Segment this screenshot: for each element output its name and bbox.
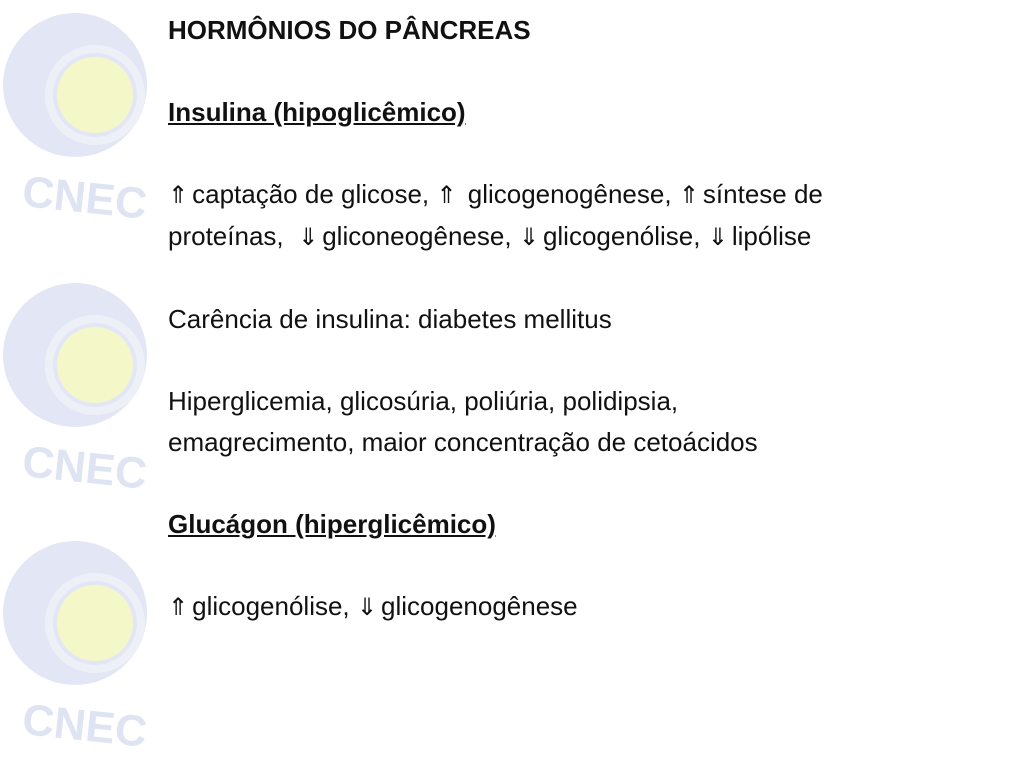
spacer <box>168 133 968 174</box>
effect-text: glicogenogênese <box>381 591 578 621</box>
insulin-effects-line-2 <box>168 216 968 258</box>
effect-text: síntese de <box>702 179 823 209</box>
effect-text: glicogenólise, <box>192 591 350 621</box>
spacer <box>168 545 968 586</box>
cnec-logo-1 <box>0 0 160 240</box>
cnec-logo-text: CNEC <box>20 437 150 499</box>
up-arrow-icon: ⇑ <box>168 593 189 621</box>
slide-content <box>168 10 968 628</box>
symptoms-line-1: Hiperglicemia, glicosúria, poliúria, polidipsia, <box>168 386 679 416</box>
effect-text: lipólise <box>731 221 812 251</box>
down-arrow-icon: ⇓ <box>356 593 378 621</box>
effect-text: proteínas, <box>168 221 284 251</box>
slide-title: HORMÔNIOS DO PÂNCREAS <box>168 15 531 45</box>
up-arrow-icon: ⇑ <box>436 181 457 209</box>
down-arrow-icon: ⇓ <box>707 223 728 251</box>
spacer <box>168 463 968 504</box>
spacer <box>168 258 968 299</box>
symptoms-line-2: emagrecimento, maior concentração de cetoácidos <box>168 427 758 457</box>
spacer <box>168 51 968 92</box>
cnec-logo-2 <box>0 270 160 510</box>
down-arrow-icon: ⇓ <box>518 223 539 251</box>
insulin-heading: Insulina (hipoglicêmico) <box>168 97 466 127</box>
spacer <box>168 340 968 381</box>
effect-text: captação de glicose, <box>192 179 430 209</box>
up-arrow-icon: ⇑ <box>168 181 189 209</box>
down-arrow-icon: ⇓ <box>298 223 319 251</box>
cnec-logo-3 <box>0 528 160 768</box>
effect-text: glicogenogênese, <box>467 179 672 209</box>
effect-text: glicogenólise, <box>542 221 701 251</box>
effect-text: gliconeogênese, <box>322 221 512 251</box>
glucagon-effects <box>168 586 968 628</box>
glucagon-heading: Glucágon (hiperglicêmico) <box>168 509 496 539</box>
insulin-effects-line-1 <box>168 174 968 216</box>
cnec-logo-text: CNEC <box>20 695 150 757</box>
insulin-deficiency: Carência de insulina: diabetes mellitus <box>168 304 612 334</box>
cnec-logo-text: CNEC <box>20 167 150 229</box>
up-arrow-icon: ⇑ <box>678 181 699 209</box>
